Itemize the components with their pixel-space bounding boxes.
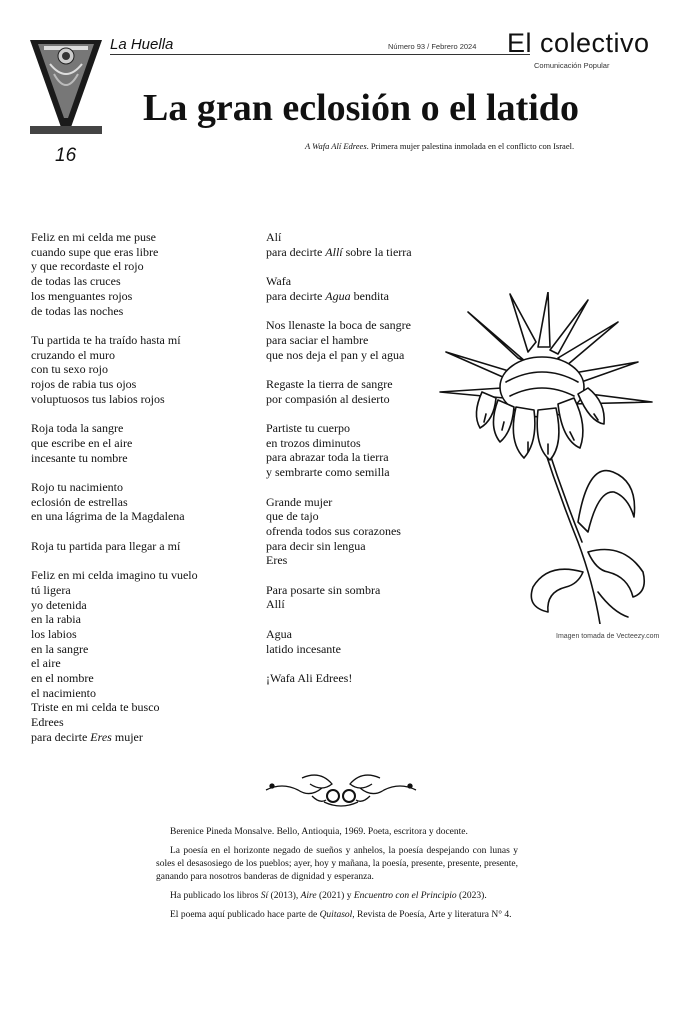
text-run: mujer <box>111 729 143 744</box>
text-run: Roja tu partida para llegar a mí <box>31 538 181 553</box>
poem-line <box>266 436 412 451</box>
text-run: Regaste la tierra de sangre <box>266 376 393 391</box>
poem-stanza <box>266 230 412 259</box>
italic-text: Aire <box>300 891 317 901</box>
poem-line <box>31 348 198 363</box>
text-run: ofrenda todos sus corazones <box>266 523 401 538</box>
poem-line <box>266 524 412 539</box>
text-run: Grande mujer <box>266 494 333 509</box>
text-run: en la rabia <box>31 612 81 627</box>
poem-line <box>266 333 412 348</box>
text-run: Para posarte sin sombra <box>266 582 381 597</box>
text-run: con tu sexo rojo <box>31 362 108 377</box>
text-run: Eres <box>266 553 288 568</box>
poem-stanza <box>266 377 412 406</box>
poem-line <box>31 362 198 377</box>
text-run: yo detenida <box>31 597 87 612</box>
bio-paragraph <box>156 845 518 884</box>
poem-line <box>266 495 412 510</box>
poem-line <box>266 230 412 245</box>
text-run: Ha publicado los libros <box>170 891 261 901</box>
text-run: para decirte <box>31 729 91 744</box>
text-run: Feliz en mi celda me puse <box>31 230 156 244</box>
text-run: los labios <box>31 626 77 641</box>
text-run: (2023). <box>456 891 487 901</box>
text-run: Partiste tu cuerpo <box>266 421 350 436</box>
text-run: para saciar el hambre <box>266 332 369 347</box>
text-run: , Revista de Poesía, Arte y literatura N° 4. <box>352 910 512 920</box>
poem-line <box>31 612 198 627</box>
poem-line <box>266 642 412 657</box>
text-run: por compasión al desierto <box>266 391 390 406</box>
text-run: para abrazar toda la tierra <box>266 450 389 465</box>
poem-line <box>31 583 198 598</box>
poem-line <box>31 539 198 554</box>
text-run: rojos de rabia tus ojos <box>31 377 137 392</box>
text-run: Tu partida te ha traído hasta mí <box>31 332 181 347</box>
text-run: que nos deja el pan y el agua <box>266 347 405 362</box>
italic-text: Agua <box>325 288 351 303</box>
text-run: voluptuosos tus labios rojos <box>31 391 165 406</box>
poem-line <box>266 318 412 333</box>
poem-stanza <box>31 539 198 554</box>
article-title: La gran eclosión o el latido <box>143 87 579 129</box>
text-run: Feliz en mi celda imagino tu vuelo <box>31 568 198 583</box>
poem-line <box>31 377 198 392</box>
text-run: en el nombre <box>31 671 94 686</box>
poem-line <box>31 480 198 495</box>
poem-line <box>31 304 198 319</box>
text-run: Rojo tu nacimiento <box>31 479 123 494</box>
poem-column-2 <box>266 230 412 700</box>
poem-line <box>31 686 198 701</box>
dedication-text: . Primera mujer palestina inmolada en el conflicto con Israel. <box>366 141 575 151</box>
bio-paragraph <box>156 890 518 903</box>
text-run: que escribe en el aire <box>31 435 133 450</box>
text-run: de todas las noches <box>31 303 124 318</box>
poem-line <box>31 700 198 715</box>
poem-line <box>266 274 412 289</box>
poem-line <box>266 509 412 524</box>
poem-line <box>266 553 412 568</box>
poem-line <box>266 465 412 480</box>
poem-line <box>266 245 412 260</box>
text-run: cuando supe que eras libre <box>31 244 159 259</box>
text-run: en la sangre <box>31 641 89 656</box>
poem-line <box>266 627 412 642</box>
text-run: Alí <box>266 230 282 244</box>
brand-logo: El colectivo <box>507 28 650 58</box>
text-run: Roja toda la sangre <box>31 421 124 436</box>
text-run: sobre la tierra <box>342 244 412 259</box>
text-run: Wafa <box>266 274 292 289</box>
poem-line <box>31 245 198 260</box>
poem-line <box>31 495 198 510</box>
text-run: el nacimiento <box>31 685 96 700</box>
text-run: Agua <box>266 626 292 641</box>
flower-illustration <box>438 292 654 624</box>
text-run: ¡Wafa Ali Edrees! <box>266 670 353 685</box>
text-run: Nos llenaste la boca de sangre <box>266 318 411 333</box>
text-run: latido incesante <box>266 641 341 656</box>
text-run: y sembrarte como semilla <box>266 465 390 480</box>
italic-text: Encuentro con el Principio <box>353 891 457 901</box>
text-run: para decirte <box>266 288 326 303</box>
poem-stanza <box>266 495 412 569</box>
poem-line <box>31 598 198 613</box>
poem-line <box>31 642 198 657</box>
poem-stanza <box>31 568 198 744</box>
text-run: bendita <box>350 288 389 303</box>
section-name: La Huella <box>110 36 174 53</box>
poem-line <box>31 451 198 466</box>
header-rule <box>110 54 530 55</box>
text-run: en una lágrima de la Magdalena <box>31 509 185 524</box>
text-run: los menguantes rojos <box>31 288 133 303</box>
poem-line <box>266 348 412 363</box>
dedication <box>305 141 574 151</box>
poem-line <box>31 436 198 451</box>
bio-paragraph <box>156 909 518 922</box>
text-run: el aire <box>31 656 61 671</box>
page-number: 16 <box>55 145 77 166</box>
text-run: y que recordaste el rojo <box>31 259 144 274</box>
poem-line <box>31 392 198 407</box>
poem-stanza <box>266 627 412 656</box>
text-run: (2013), <box>268 891 301 901</box>
text-run: para decir sin lengua <box>266 538 366 553</box>
poem-line <box>31 274 198 289</box>
text-run: tú ligera <box>31 582 71 597</box>
poem-stanza <box>31 230 198 318</box>
text-run: en trozos diminutos <box>266 435 361 450</box>
poem-line <box>266 421 412 436</box>
poem-line <box>31 333 198 348</box>
poem-stanza <box>266 421 412 480</box>
poem-line <box>31 656 198 671</box>
text-run: incesante tu nombre <box>31 450 128 465</box>
poem-line <box>31 509 198 524</box>
poem-line <box>266 539 412 554</box>
poem-column-1 <box>31 230 198 759</box>
poem-line <box>31 627 198 642</box>
image-credit: Imagen tomada de Vecteezy.com <box>556 633 660 640</box>
ornament-divider <box>262 770 420 810</box>
poem-stanza <box>31 421 198 465</box>
poem-line <box>31 259 198 274</box>
poem-line <box>31 715 198 730</box>
poem-line <box>31 421 198 436</box>
text-run: La poesía en el horizonte negado de sueños y anhelos, la poesía despejando con lunas y soles el desasosiego de los pueblos; ayer, hoy y mañana, la poesía, presente, presente, presente, ganando para nosotros banderas de dignidad y esperanza. <box>156 846 518 882</box>
poem-line <box>266 377 412 392</box>
poem-line <box>266 450 412 465</box>
poem-line <box>31 289 198 304</box>
text-run: El poema aquí publicado hace parte de <box>170 910 320 920</box>
text-run: que de tajo <box>266 509 319 524</box>
text-run: eclosión de estrellas <box>31 494 128 509</box>
text-run: Allí <box>266 597 285 612</box>
poem-line <box>266 671 412 686</box>
poem-stanza <box>266 274 412 303</box>
poem-stanza <box>266 318 412 362</box>
poem-stanza <box>31 333 198 407</box>
text-run: Triste en mi celda te busco <box>31 700 160 715</box>
text-run: Berenice Pineda Monsalve. Bello, Antioquia, 1969. Poeta, escritora y docente. <box>170 827 468 837</box>
poem-stanza <box>266 671 412 686</box>
text-run: Edrees <box>31 715 64 730</box>
italic-text: Quitasol <box>319 910 353 920</box>
poem-stanza <box>31 480 198 524</box>
brand-tagline: Comunicación Popular <box>534 61 610 70</box>
bio-paragraph <box>156 826 518 839</box>
poem-line <box>31 568 198 583</box>
author-bio <box>156 826 518 928</box>
text-run: cruzando el muro <box>31 347 115 362</box>
text-run: (2021) y <box>316 891 354 901</box>
poem-line <box>31 230 198 245</box>
dedication-name: A Wafa Alí Edrees <box>305 141 367 151</box>
text-run: de todas las cruces <box>31 274 121 289</box>
section-logo-v <box>30 34 102 134</box>
poem-line <box>266 583 412 598</box>
poem-line <box>31 671 198 686</box>
poem-line <box>266 597 412 612</box>
issue-info: Número 93 / Febrero 2024 <box>388 42 477 51</box>
poem-line <box>31 730 198 745</box>
italic-text: Eres <box>90 729 112 744</box>
italic-text: Sí <box>260 891 269 901</box>
poem-line <box>266 289 412 304</box>
italic-text: Allí <box>325 244 343 259</box>
poem-stanza <box>266 583 412 612</box>
poem-line <box>266 392 412 407</box>
text-run: para decirte <box>266 244 326 259</box>
